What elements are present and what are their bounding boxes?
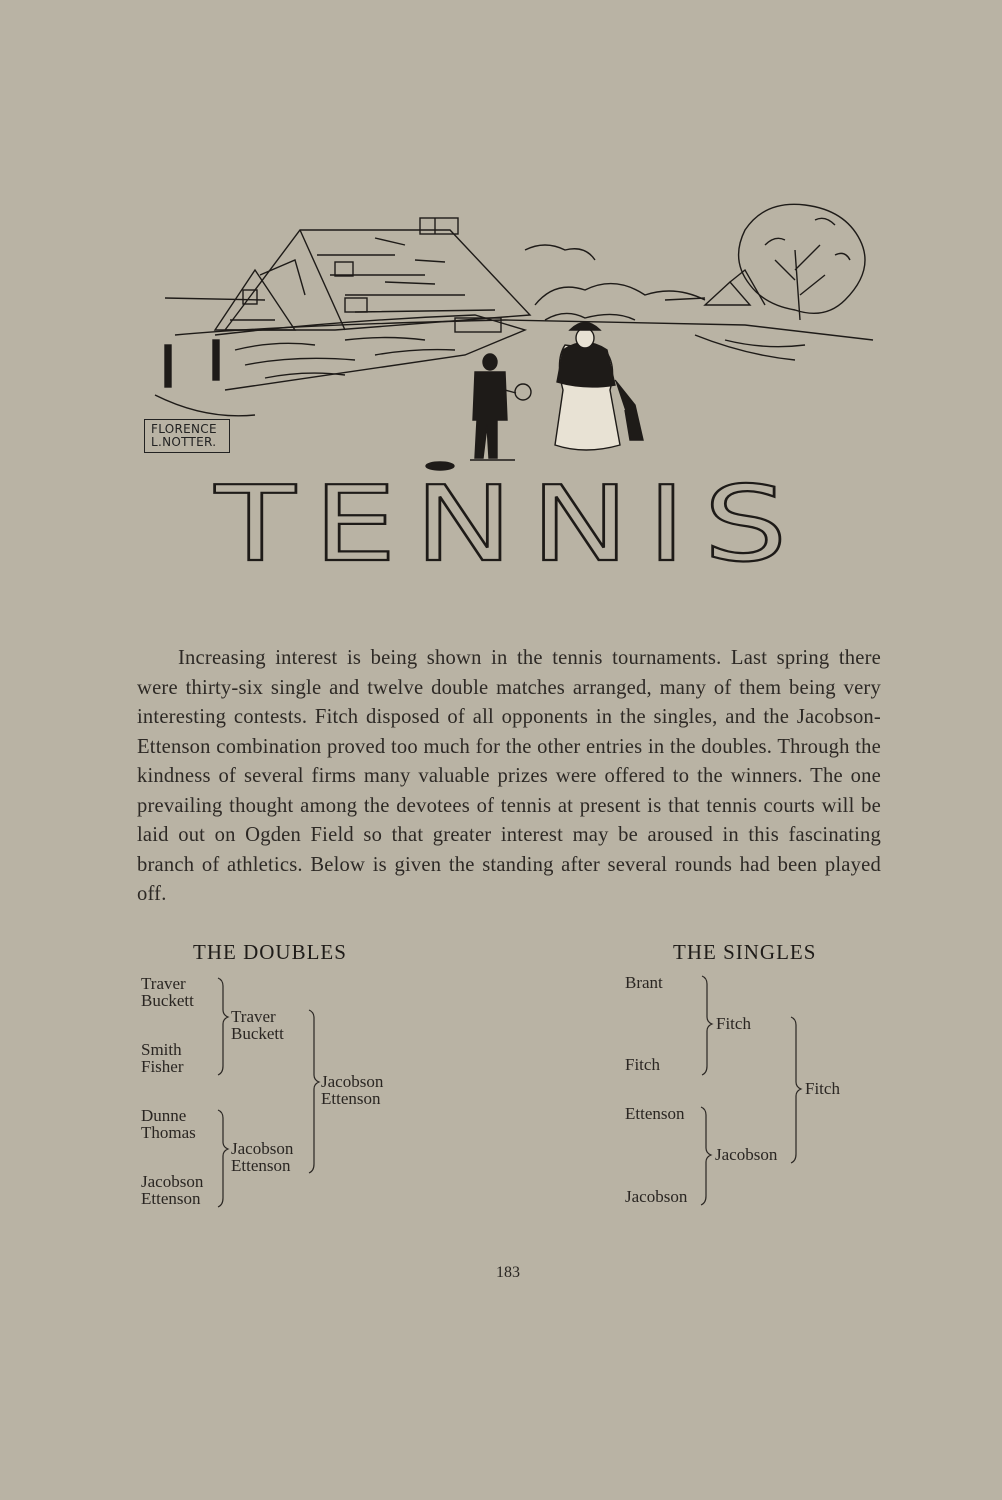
singles-r2-player-1: Fitch [716,1014,751,1033]
doubles-r1-pair-4: Jacobson Ettenson [141,1172,204,1208]
doubles-bracket-1 [218,978,228,1075]
page-title-tennis [210,476,810,576]
doubles-winner: Jacobson Ettenson [321,1072,384,1108]
page-number: 183 [496,1264,520,1281]
singles-r1-player-1: Brant [625,973,663,992]
singles-bracket-2 [701,1107,711,1205]
countryside-tennis-illustration [145,190,885,480]
singles-bracket-1 [702,976,712,1075]
singles-winner: Fitch [805,1079,840,1098]
doubles-r2-pair-1: Traver Buckett [231,1007,284,1043]
signature-line-2: L.NOTTER. [151,435,217,449]
doubles-r1-pair-1: Traver Buckett [141,974,194,1010]
singles-heading: THE SINGLES [673,940,817,964]
singles-r2-player-2: Jacobson [715,1145,778,1164]
doubles-r1-pair-2: Smith Fisher [141,1040,184,1076]
intro-paragraph: Increasing interest is being shown in the tennis tournaments. Last spring there were thirty-six single and twelve double matches arranged, many of them being very interesting contests. Fitch disposed of all opponents in the singles, and the Jacobson-Ettenson combination proved too much for the other entries in the doubles. Through the kindness of several firms many valuable prizes were offered to the winners. The one prevailing thought among the devotees of tennis at present is that tennis courts will be laid out on Ogden Field so that greater interest may be aroused in this fascinating branch of athletics. Below is given the standing after several rounds had been played off. [137,647,881,905]
doubles-bracket-3 [309,1010,319,1173]
signature-line-1: FLORENCE [151,422,217,436]
singles-bracket-3 [791,1017,801,1163]
page-title-text: TENNIS [213,476,805,576]
singles-r1-player-2: Fitch [625,1055,660,1074]
doubles-r2-pair-2: Jacobson Ettenson [231,1139,294,1175]
singles-r1-player-3: Ettenson [625,1104,685,1123]
artist-signature-box [144,419,230,453]
doubles-bracket-2 [218,1110,228,1207]
doubles-r1-pair-3: Dunne Thomas [141,1106,196,1142]
doubles-heading: THE DOUBLES [193,940,347,964]
singles-r1-player-4: Jacobson [625,1187,688,1206]
